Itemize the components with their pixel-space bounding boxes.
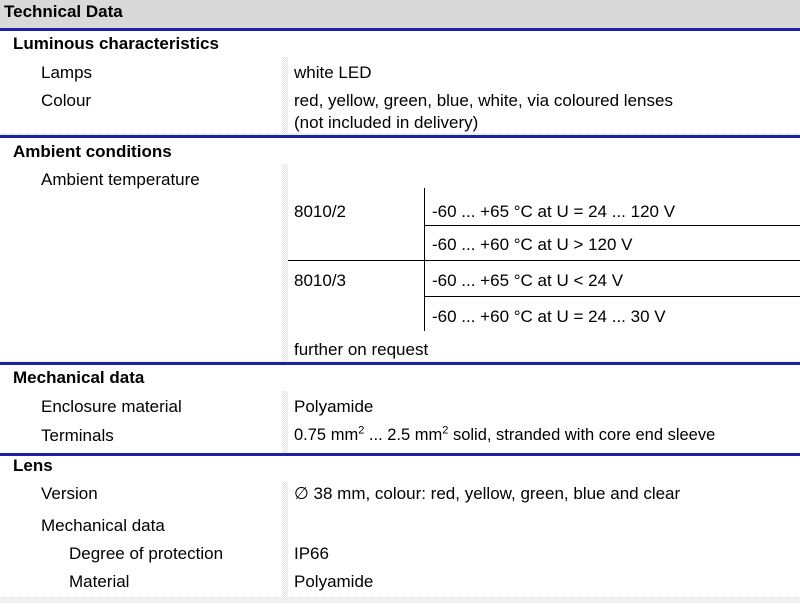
enclosure-label: Enclosure material	[41, 397, 182, 416]
section-heading-ambient: Ambient conditions	[13, 142, 172, 161]
enclosure-value: Polyamide	[294, 397, 374, 416]
model-8010-2: 8010/2	[294, 202, 346, 221]
ambient-temp-label: Ambient temperature	[41, 170, 200, 189]
colour-value: red, yellow, green, blue, white, via coloured lenses	[294, 91, 673, 110]
temp-range: -60 ... +65 °C at U < 24 V	[432, 271, 624, 290]
lamps-value: white LED	[294, 63, 372, 82]
section-heading-mechanical: Mechanical data	[13, 368, 145, 387]
section-heading-bg	[0, 456, 800, 482]
version-value: ∅ 38 mm, colour: red, yellow, green, blue and clear	[294, 484, 681, 503]
temp-range: -60 ... +60 °C at U = 24 ... 30 V	[432, 307, 666, 326]
temp-range: -60 ... +60 °C at U > 120 V	[432, 235, 633, 254]
material-value: Polyamide	[294, 572, 374, 591]
protection-value: IP66	[294, 544, 329, 563]
page-title: Technical Data	[4, 2, 123, 21]
label-col-bg	[0, 164, 282, 361]
lamps-label: Lamps	[41, 63, 93, 82]
ambient-note: further on request	[294, 340, 429, 359]
material-label: Material	[69, 572, 130, 591]
section-heading-luminous: Luminous characteristics	[13, 34, 219, 53]
table-hline	[424, 296, 800, 297]
value-col-bg	[288, 164, 800, 361]
lens-mech-label: Mechanical data	[41, 516, 165, 535]
version-label: Version	[41, 484, 98, 503]
colour-note: (not included in delivery)	[294, 113, 479, 132]
model-8010-3: 8010/3	[294, 271, 346, 290]
terminals-value: 0.75 $mm^2$ ... 2.5 $mm^2$ solid, stranded with core end sleeve	[294, 424, 716, 444]
section-heading-lens: Lens	[13, 456, 53, 475]
terminals-label: Terminals	[41, 426, 114, 445]
temp-range: -60 ... +65 °C at U = 24 ... 120 V	[432, 202, 676, 221]
colour-label: Colour	[41, 91, 92, 110]
table-hline	[424, 225, 800, 226]
protection-label: Degree of protection	[69, 544, 224, 563]
table-hline	[288, 260, 800, 261]
